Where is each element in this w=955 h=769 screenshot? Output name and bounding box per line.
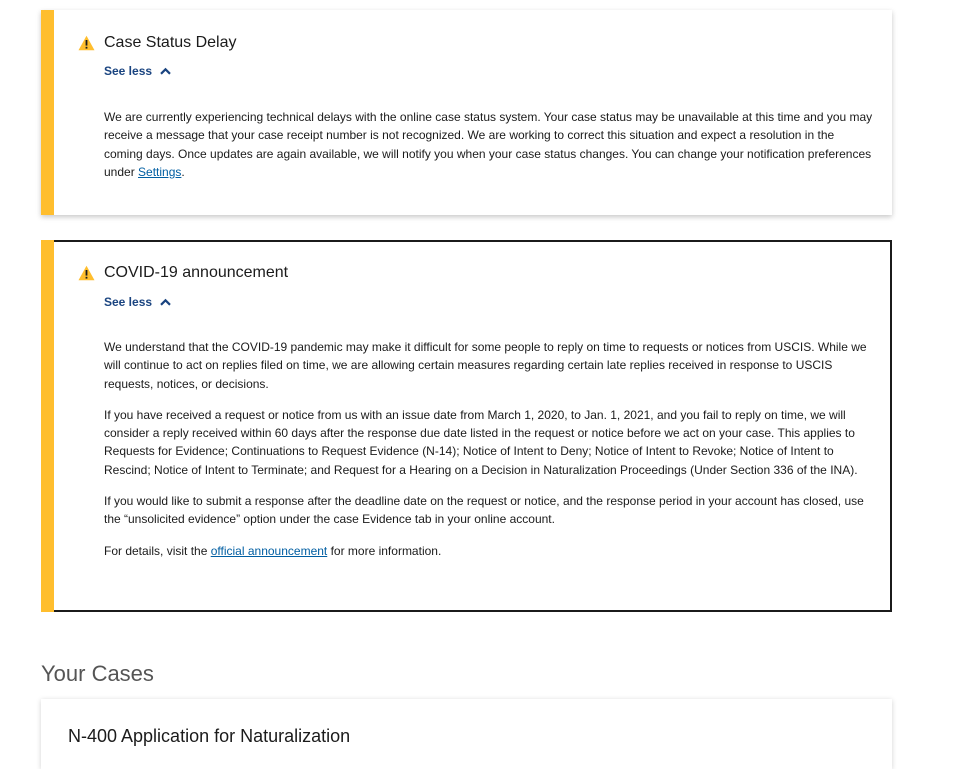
alert-paragraph bbox=[104, 108, 874, 181]
chevron-up-icon bbox=[160, 298, 171, 306]
alert-paragraph: If you would like to submit a response after the deadline date on the request or notice, and the response period in your account has closed, use the “unsolicited evidence” option under the case Evidence tab in your online account. bbox=[104, 494, 864, 527]
alert-paragraph: We understand that the COVID-19 pandemic may make it difficult for some people to reply on time to requests or notices from USCIS. While we will continue to act on replies filed on time, we are allowing certain measures regarding certain late replies received in response to USCIS requests, notices, or decisions. bbox=[104, 340, 867, 391]
your-cases-heading: Your Cases bbox=[41, 661, 154, 686]
covid-announcement-alert bbox=[41, 240, 892, 612]
case-card[interactable] bbox=[41, 699, 892, 769]
see-less-label: See less bbox=[104, 295, 153, 309]
alert-text: We are currently experiencing technical delays with the online case status system. Your case status may be unavailable at this time and you may receive a message that your case receipt number is not recognized. We are working to correct this situation and expect a resolution in the coming days. Once updates are again available, we will notify you when your case status changes. You can change your notification preferences under bbox=[104, 110, 873, 179]
case-title: N-400 Application for Naturalization bbox=[68, 726, 351, 746]
details-text: For details, visit the bbox=[104, 543, 211, 558]
alert-paragraph bbox=[104, 542, 874, 560]
alert-paragraph: If you have received a request or notice from us with an issue date from March 1, 2020, to Jan. 1, 2021, and you fail to reply on time, we will consider a reply received within 60 days after the response due date listed in the request or notice before we act on your case. This applies to Requests for Evidence; Continuations to Request Evidence (N-14); Notice of Intent to Deny; Notice of Intent to Revoke; Notice of Intent to Rescind; Notice of Intent to Terminate; and Request for a Hearing on a Decision in Naturalization Proceedings (Under Section 336 of the INA). bbox=[104, 407, 858, 477]
alert-header bbox=[78, 264, 288, 282]
alert-body bbox=[104, 108, 874, 181]
warning-triangle-icon bbox=[78, 265, 95, 281]
alert-text-end: . bbox=[181, 164, 185, 179]
official-announcement-link[interactable]: official announcement bbox=[210, 543, 328, 558]
see-less-toggle[interactable] bbox=[104, 295, 171, 309]
warning-triangle-icon bbox=[78, 35, 95, 51]
see-less-toggle[interactable] bbox=[104, 64, 171, 78]
details-text-end: for more information. bbox=[327, 543, 442, 558]
alert-title: Case Status Delay bbox=[104, 34, 237, 51]
settings-link[interactable]: Settings bbox=[138, 164, 182, 179]
alert-body bbox=[104, 338, 874, 573]
chevron-up-icon bbox=[160, 67, 171, 75]
alert-header bbox=[78, 34, 237, 52]
case-status-delay-alert bbox=[41, 10, 892, 215]
alert-title: COVID-19 announcement bbox=[104, 264, 289, 281]
alert-warning-bar bbox=[41, 240, 54, 612]
see-less-label: See less bbox=[104, 64, 153, 78]
alert-warning-bar bbox=[41, 10, 54, 215]
